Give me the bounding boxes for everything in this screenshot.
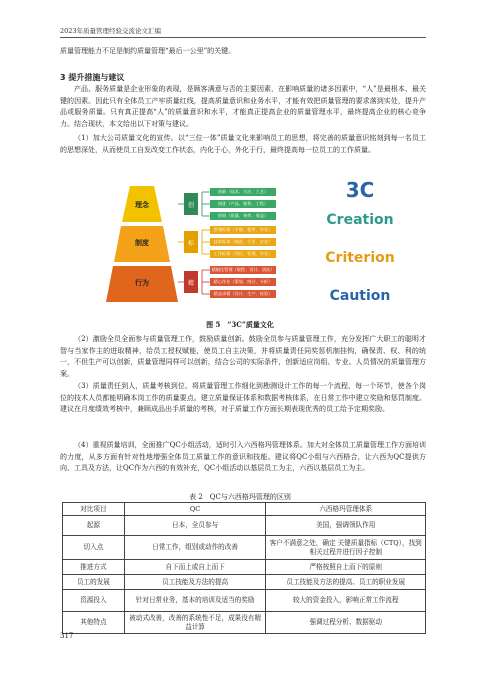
tag-fine-management: 精细化管理（规程、设计、质检） [210,266,276,275]
table-cell: 日本，全员参与 [124,516,266,536]
table-cell: 针对日常业务，基本的培训及适当的奖励 [124,590,266,612]
table-header-cell: QC [124,503,266,516]
pyramid-label-behavior: 行为 [135,279,149,287]
pyramid-label-concept: 理念 [135,201,149,209]
paragraph-1: 产品、服务质量是企业形象的表现，是顾客满意与否的主要因素，在影响质量的诸多因素中，“人”是最根本、最关键的因素。因此只有全体员工产牢质量红线，提高质量意识和业务水平，才能有效把质量管理的要求落到实处，提升产品或服务质量。只有真正提高“人”的质量意识和水平，才能真正提高企业的质量管理水平，最终提高企业的核心竞争力。结合现状，本文给出以下对策与建议。 [60,85,426,128]
word-criterion: Criterion [325,250,395,266]
table-cell: 自下而上或自上而下 [124,560,266,575]
table-cell: 资源投入 [63,590,125,612]
section-heading: 3 提升措施与建议 [60,73,125,82]
tag-management-standard: 管理标准（手册、程序、作业） [210,226,276,235]
table-row [63,590,426,612]
table-cell: 日常工作，组别或动作的改善 [124,536,266,560]
table-cell: 起源 [63,516,125,536]
table-cell: 员工技能及方法的提高 [124,575,266,590]
table-cell: 其他特点 [63,612,125,634]
table-row [63,560,426,575]
figure-caption: 图 5 “3C”质量文化 [206,320,274,329]
table-cell: 强调过程分析、数据驱动 [266,612,426,634]
bracket-standard: 标 [184,231,198,253]
paragraph-3: （2）激励全员全面参与质量管理工作，鼓励质量创新。鼓励全员参与质量管理工作，充分发挥广大职工的聪明才智与当家作主的进取精神，给员工授权赋能，使员工自主决策，并将质量责任同奖惩机制挂钩，确保责、权、利的统一，不但生产可以创新，质量管理同样可以创新，结合公司的实际条件，创新适应岗组、专业、人员情况的质量管理方案。 [60,335,426,378]
table-row [63,575,426,590]
page-number: 317 [60,632,74,640]
table-row [63,612,426,634]
table-cell: 切入点 [63,536,125,560]
table-cell: 员工技能及方法的提高、员工的职业发展 [266,575,426,590]
tag-technical-standard: 技术标准（规范、行业、企业） [210,238,276,247]
tag-work-standard: 工作标准（岗位、管理、作业） [210,250,276,259]
word-caution: Caution [329,288,391,304]
bracket-precise: 精 [184,271,198,293]
table-cell: 较大的资金投入，影响正常工作流程 [266,590,426,612]
tag-innovation: 创新（技术、方法、工艺） [210,188,276,197]
bracket-create: 创 [184,193,198,215]
tag-careful-work: 精心作业（策划、统计、分析） [210,278,276,287]
paragraph-4: （3）质量责任到人，质量考核到位。将质量管理工作细化到勘测设计工作的每一个流程、每一个环节，使各个岗位的技术人员都能明确本岗工作的质量要点。建立质量保证体系和数据考核体系，在日常工作中建立奖励和惩罚制度。建议在月度绩效考核中，兼顾成品出手质量的考核，对于质量工作方面长期表现优秀的员工给予定期奖励。 [60,382,426,414]
figure-3c-culture [106,172,400,316]
running-header: 2023年质量管理经验交流论文汇编 [60,26,426,38]
table-cell: 客户不满意之处，确定 关键质量指标（CTQ），找到相关过程并进行因子控制 [266,536,426,560]
word-3c: 3C [345,178,375,202]
tag-perfection: 精益求精（设计、生产、检验） [210,290,276,299]
table-cell: 推进方式 [63,560,125,575]
paragraph-2: （1）加大公司质量文化的宣传。以“三位一体”质量文化来影响员工的思想，将完善的质量意识铭刻到每一名员工的思想深处，从而使员工自发改变工作状态，内化于心，外化于行，最终提高每一位员工的工作质量。 [60,134,426,154]
table-cell: 被动式改善，改善的系统性不足，成果没有精益计算 [124,612,266,634]
table-caption: 表 2 QC与六西格玛管理的区别 [189,493,291,501]
tag-excellence: 创优（产品、服务、工程） [210,200,276,209]
table-row [63,516,426,536]
table-cell: 美国，强调领队作用 [266,516,426,536]
table-row [63,536,426,560]
word-creation: Creation [326,212,394,228]
table-cell: 严格按照自上而下的原则 [266,560,426,575]
table-header-cell: 对比项目 [63,503,125,516]
intro-text: 质量管理能力不足是制约质量管理“最后一公里”的关键。 [60,47,236,55]
comparison-table [62,502,426,634]
table-header-cell: 六西格玛管理体系 [266,503,426,516]
pyramid-label-system: 制度 [135,239,149,247]
table-cell: 员工的发展 [63,575,125,590]
paragraph-5: （4）重视质量培训，全面推广QC小组活动，适时引入六西格玛管理体系。加大对全体员工质量管理工作方面培训的力度，从多方面有针对性地增强全体员工质量工作的意识和技能。建议将QC小组与六西格合，让六西为QC提供方向、工具及方法，让QC作为六西的有效补充，QC小组活动以基层员工为主，六西以基层员工为主。 [60,441,426,473]
tag-efficiency: 创效（质量、效率、效益） [210,212,276,221]
table-header-row [63,503,426,516]
